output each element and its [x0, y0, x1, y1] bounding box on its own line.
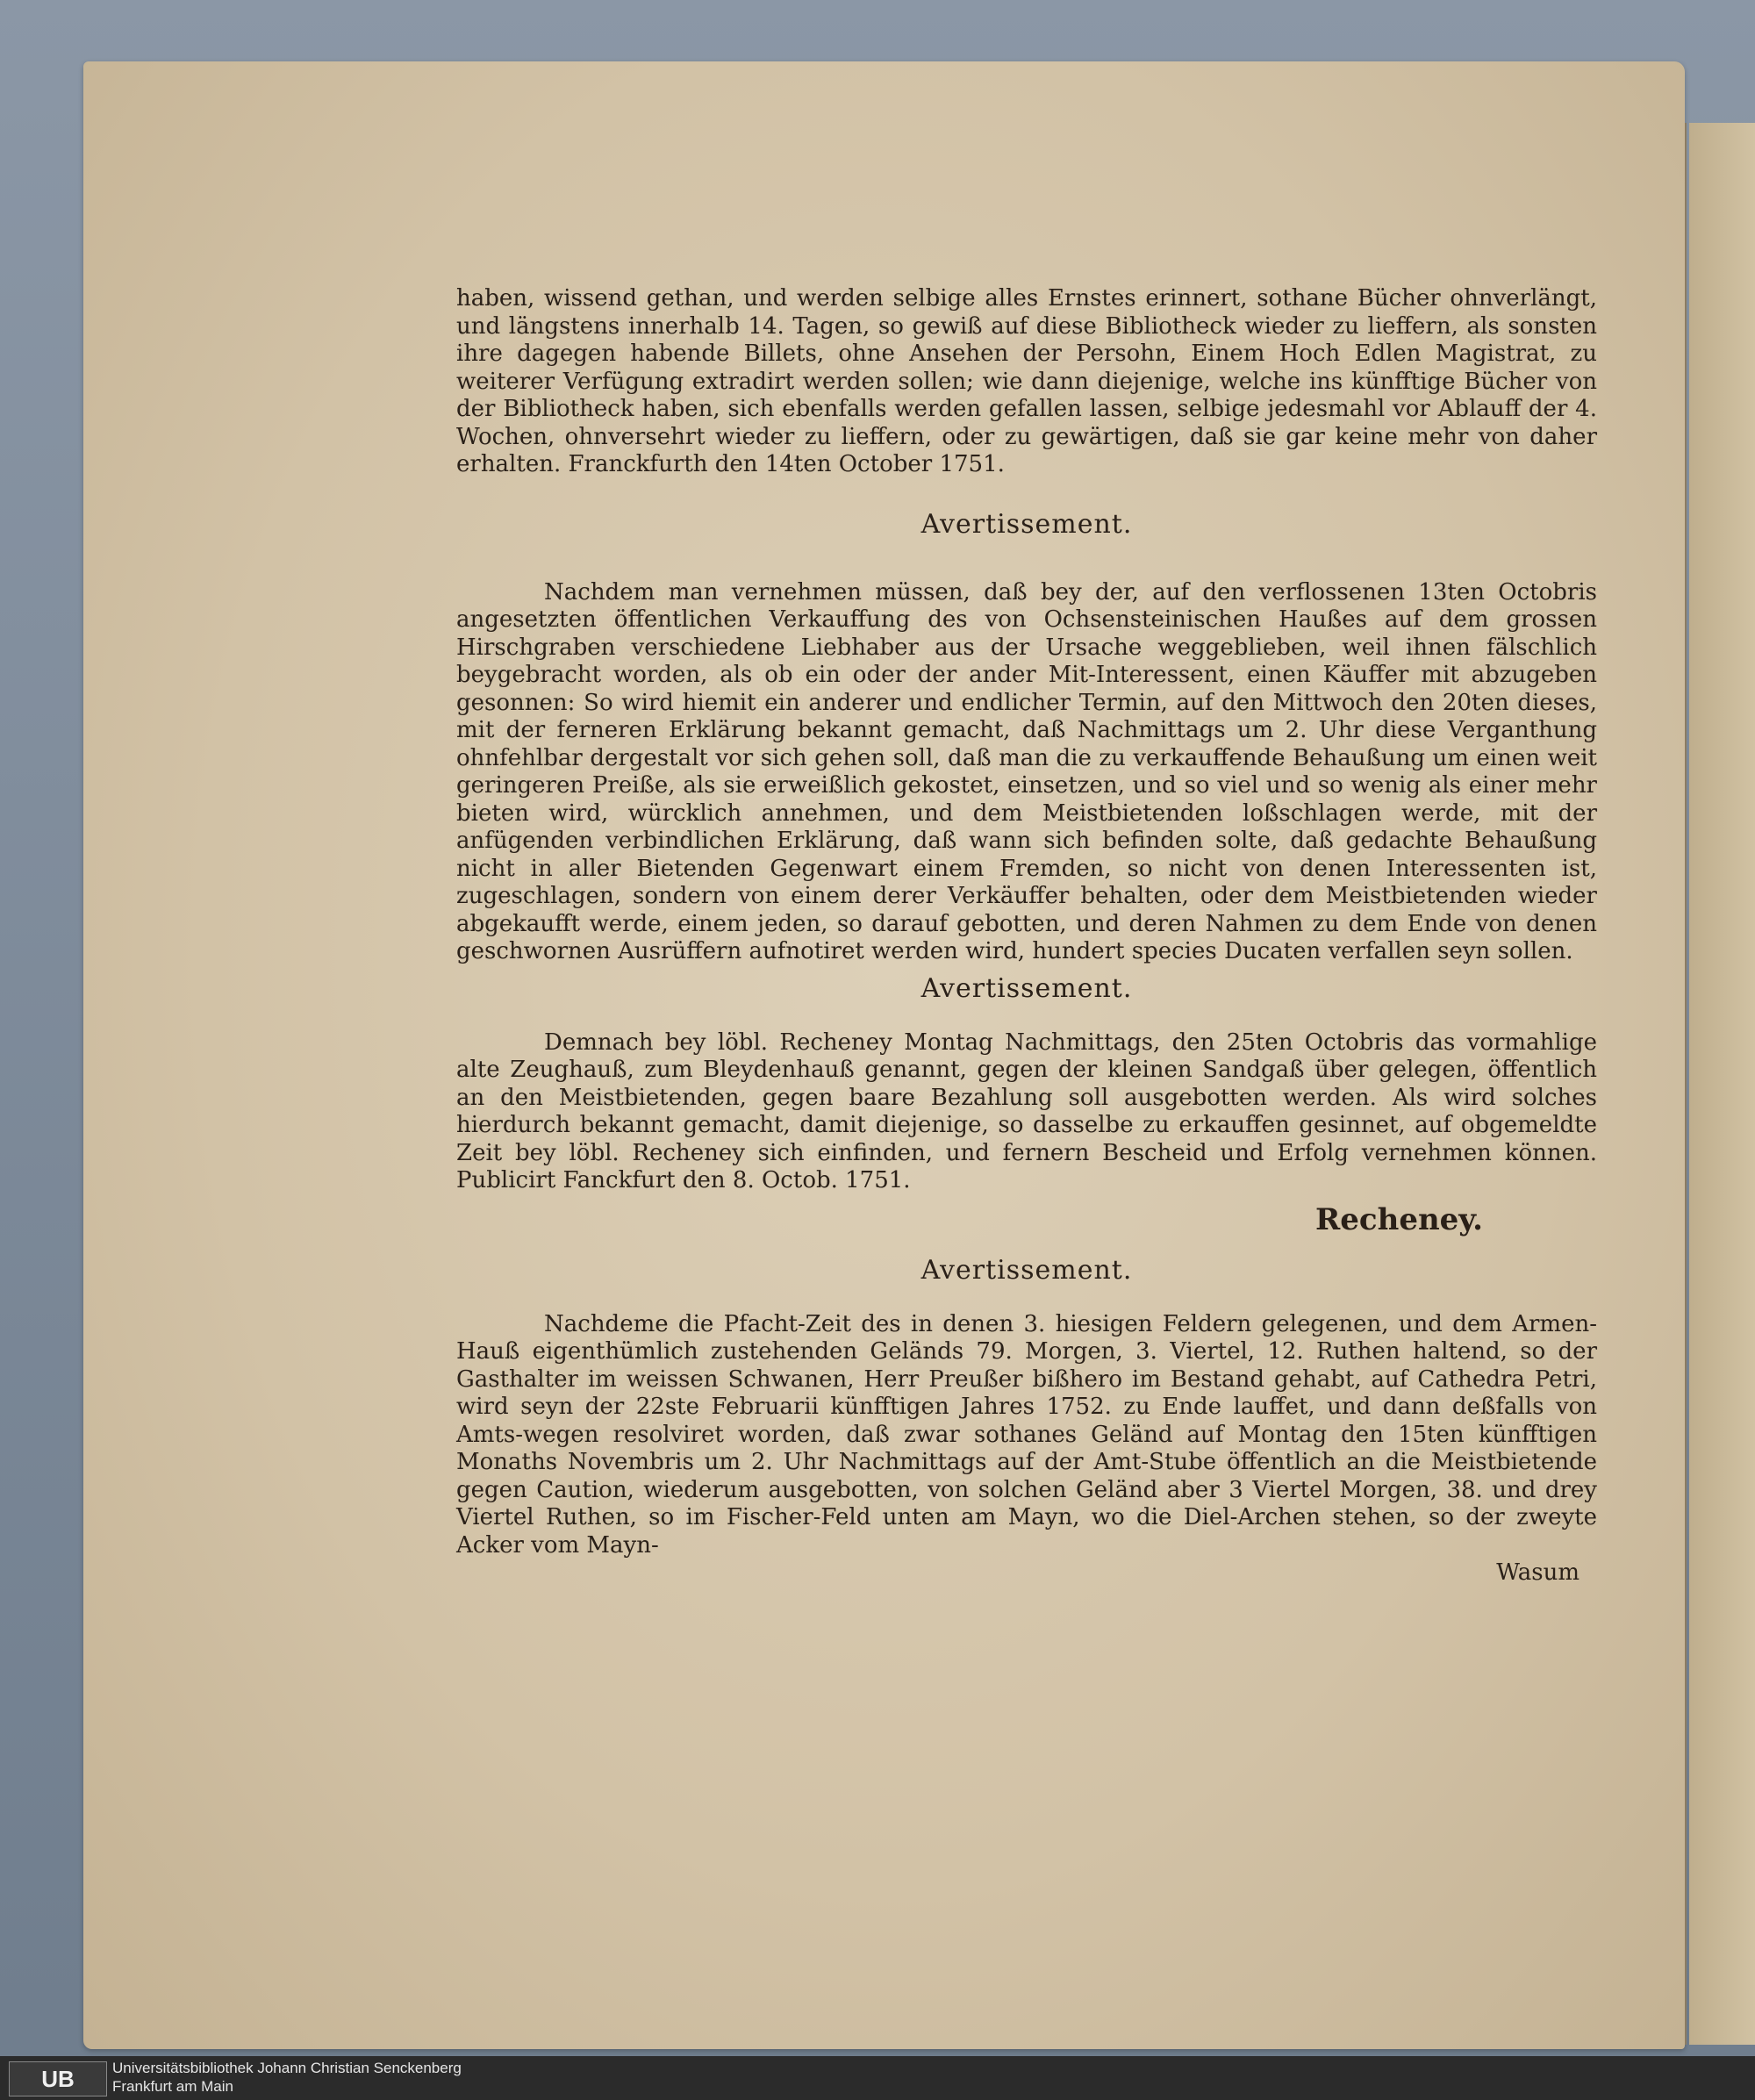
library-name: Universitätsbibliothek Johann Christian Senckenberg [112, 2060, 462, 2076]
notice-1-heading: Avertissement. [920, 508, 1133, 540]
intro-paragraph: haben, wissend gethan, und werden selbige alles Ernstes erinnert, sothane Bücher ohnverlängt, und längstens innerhalb 14. Tagen, so gewiß auf diese Bibliotheck wieder zu lieffern, als sonsten ihre dagegen habende Billets, ohne Ansehen der Persohn, Einem Hoch Edlen Magistrat, zu weiterer Verfügung extradirt werden sollen; wie dann diejenige, welche ins künfftige Bücher von der Bibliotheck haben, sich ebenfalls werden gefallen lassen, selbige jedesmahl vor Ablauff der 4. Wochen, ohnversehrt wieder zu lieffern, oder zu gewärtigen, daß sie gar keine mehr von daher erhalten. Franckfurth den 14ten October 1751. [456, 285, 1597, 477]
notice-2-signer: Recheney. [1315, 1201, 1483, 1237]
document-text [456, 285, 1597, 1588]
notice-3-heading: Avertissement. [920, 1254, 1133, 1286]
library-footer [0, 2056, 1755, 2100]
catchword: Wasum [1496, 1559, 1580, 1586]
notice-1-text: Nachdem man vernehmen müssen, daß bey der, auf den verflossenen 13ten Octobris angesetzten öffentlichen Verkauffung des von Ochsensteinischen Haußes auf dem grossen Hirschgraben verschiedene Liebhaber aus der Ursache weggeblieben, weil ihnen fälschlich beygebracht worden, als ob ein oder der ander Mit-Interessent, einen Käuffer mit abzugeben gesonnen: So wird hiemit ein anderer und endlicher Termin, auf den Mittwoch den 20ten dieses, mit der ferneren Erklärung bekannt gemacht, daß Nachmittags um 2. Uhr diese Verganthung ohnfehlbar dergestalt vor sich gehen soll, daß man die zu verkauffende Behaußung um einen weit geringeren Preiße, als sie erweißlich gekostet, einsetzen, und so viel und so wenig als einer mehr bieten wird, würcklich annehmen, und dem Meistbietenden loßschlagen werde, mit der anfügenden verbindlichen Erklärung, daß wann sich befinden solte, daß gedachte Behaußung nicht in aller Bietenden Gegenwart einem Fremden, so nicht von denen Interessenten ist, zugeschlagen, sondern von einem derer Verkäuffer behalten, oder dem Meistbietenden wieder abgekaufft werde, einem jeden, so darauf gebotten, und deren Nahmen zu dem Ende von denen geschwornen Ausrüffern aufnotiret werden wird, hundert species Ducaten verfallen seyn sollen. [456, 578, 1597, 964]
library-logo: UB [9, 2061, 107, 2096]
notice-3-text: Nachdeme die Pfacht-Zeit des in denen 3. hiesigen Feldern gelegenen, und dem Armen-Hauß eigenthümlich zustehenden Geländs 79. Morgen, 3. Viertel, 12. Ruthen haltend, so der Gasthalter im weissen Schwanen, Herr Preußer bißhero im Bestand gehabt, auf Cathedra Petri, wird seyn der 22ste Februarii künfftigen Jahres 1752. zu Ende lauffet, und dann deßfalls von Amts-wegen resolviret worden, daß zwar sothanes Geländ auf Montag den 15ten künfftigen Monaths Novembris um 2. Uhr Nachmittags auf der Amt-Stube öffentlich an die Meistbietende gegen Caution, wiederum ausgebotten, von solchen Geländ aber 3 Viertel Morgen, 38. und drey Viertel Ruthen, so im Fischer-Feld unten am Mayn, wo die Diel-Archen stehen, so der zweyte Acker vom Mayn- [456, 1310, 1597, 1559]
adjacent-page-edge [1689, 123, 1755, 2045]
notice-2-heading: Avertissement. [920, 972, 1133, 1004]
library-city: Frankfurt am Main [112, 2078, 233, 2095]
notice-2-text: Demnach bey löbl. Recheney Montag Nachmittags, den 25ten Octobris das vormahlige alte Zeughauß, zum Bleydenhauß genannt, gegen der kleinen Sandgaß über gelegen, öffentlich an den Meistbietenden, gegen baare Bezahlung soll ausgebotten werden. Als wird solches hierdurch bekannt gemacht, damit diejenige, so dasselbe zu erkauffen gesinnet, auf obgemeldte Zeit bey löbl. Recheney sich einfinden, und fernern Bescheid und Erfolg vernehmen können. Publicirt Fanckfurt den 8. Octob. 1751. [456, 1028, 1597, 1193]
